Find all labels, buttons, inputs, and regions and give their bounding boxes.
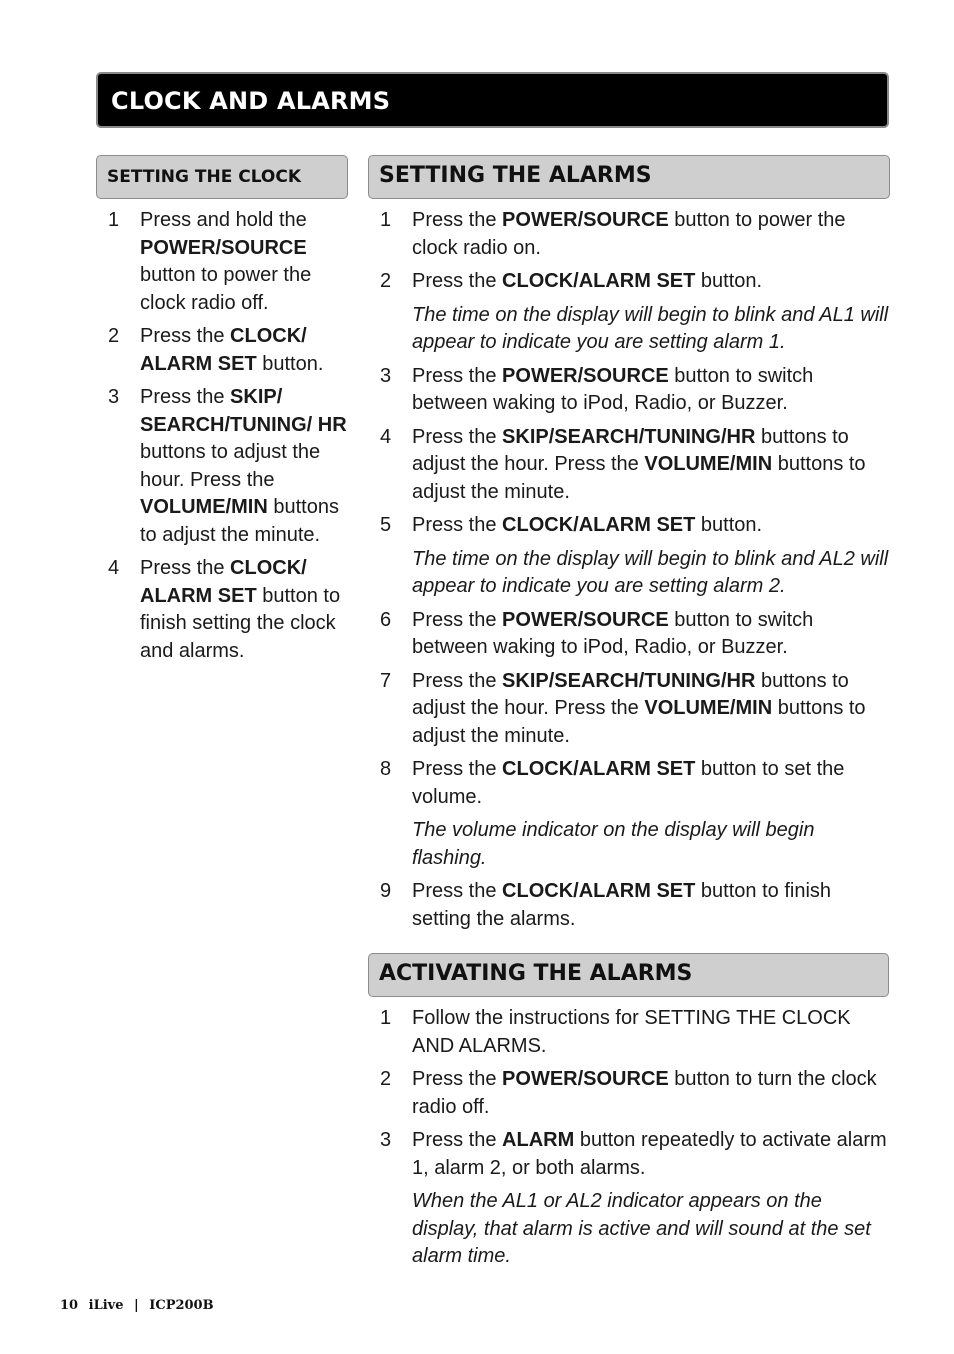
step-number: 3 (380, 364, 392, 387)
step-note: The volume indicator on the display will begin flashing. (412, 819, 815, 869)
list-item (380, 668, 890, 751)
step-number: 8 (380, 758, 392, 780)
step-text: Press the POWER/SOURCE button to switch between waking to iPod, Radio, or Buzzer. (412, 364, 814, 414)
step-text: Press the ALARM button repeatedly to activate alarm 1, alarm 2, or both alarms. (412, 1129, 887, 1179)
step-number: 9 (380, 880, 392, 902)
step-text: Press the CLOCK/ALARM SET button. (412, 270, 763, 292)
step-text: Press the CLOCK/ALARM SET button to finish setting the alarms. (412, 880, 832, 930)
step-text: Press the POWER/SOURCE button to switch between waking to iPod, Radio, or Buzzer. (412, 608, 814, 658)
setting-alarms-title: SETTING THE ALARMS (379, 163, 652, 188)
step-note: The time on the display will begin to blink and AL2 will appear to indicate you are setting alarm 2. (412, 547, 889, 597)
step-text: Press the SKIP/ SEARCH/TUNING/ HR buttons to adjust the hour. Press the VOLUME/MIN buttons to adjust the minute. (140, 386, 347, 546)
step-text: Press the CLOCK/ ALARM SET button. (140, 325, 324, 375)
page-title: CLOCK AND ALARMS (111, 87, 391, 115)
step-text: Press and hold the POWER/SOURCE button to power the clock radio off. (140, 209, 312, 314)
step-number: 1 (380, 1007, 392, 1029)
list-item (108, 323, 348, 378)
step-number: 4 (380, 425, 392, 448)
step-number: 2 (380, 270, 392, 292)
page-banner (96, 72, 889, 128)
step-text: Press the SKIP/SEARCH/TUNING/HR buttons to adjust the hour. Press the VOLUME/MIN buttons to adjust the minute. (412, 425, 866, 503)
step-number: 1 (108, 209, 120, 231)
list-item (380, 363, 890, 418)
list-item (380, 1005, 890, 1060)
step-number: 2 (380, 1068, 392, 1090)
step-note: When the AL1 or AL2 indicator appears on the display, that alarm is active and will sound at the set alarm time. (412, 1190, 871, 1267)
list-item (380, 268, 890, 296)
step-text: Follow the instructions for SETTING THE CLOCK AND ALARMS. (412, 1007, 851, 1057)
setting-clock-title: SETTING THE CLOCK (107, 167, 302, 187)
list-item (380, 878, 890, 933)
step-number: 1 (380, 209, 392, 231)
step-number: 4 (108, 557, 120, 579)
setting-alarms-header (368, 155, 890, 199)
step-number: 3 (380, 1129, 392, 1151)
brand-name: iLive (88, 1298, 124, 1313)
setting-clock-steps (108, 207, 348, 671)
step-text: Press the SKIP/SEARCH/TUNING/HR buttons to adjust the hour. Press the VOLUME/MIN buttons to adjust the minute. (412, 669, 866, 747)
page-footer (60, 1298, 220, 1313)
list-item (380, 424, 890, 507)
step-text: Press the CLOCK/ALARM SET button to set the volume. (412, 758, 845, 808)
setting-alarms-steps (380, 207, 890, 939)
step-number: 3 (108, 386, 120, 408)
activating-alarms-steps (380, 1005, 890, 1277)
list-item (380, 607, 890, 662)
activating-alarms-header (368, 953, 889, 997)
list-item (108, 555, 348, 665)
list-item (108, 384, 348, 549)
step-number: 2 (108, 325, 120, 347)
page-number: 10 (60, 1298, 79, 1313)
footer-separator: | (134, 1298, 139, 1313)
list-item (380, 1127, 890, 1182)
list-item (380, 512, 890, 540)
step-note: The time on the display will begin to blink and AL1 will appear to indicate you are setting alarm 1. (412, 303, 889, 353)
list-item (380, 756, 890, 811)
step-text: Press the CLOCK/ALARM SET button. (412, 514, 763, 536)
list-item (380, 207, 890, 262)
activating-alarms-title: ACTIVATING THE ALARMS (379, 961, 693, 986)
step-number: 7 (380, 669, 392, 692)
setting-clock-header (96, 155, 348, 199)
list-item (380, 1066, 890, 1121)
list-item (108, 207, 348, 317)
step-text: Press the CLOCK/ ALARM SET button to finish setting the clock and alarms. (140, 557, 341, 662)
step-number: 6 (380, 608, 392, 631)
model-number: ICP200B (149, 1298, 214, 1313)
step-text: Press the POWER/SOURCE button to turn the clock radio off. (412, 1068, 877, 1118)
step-text: Press the POWER/SOURCE button to power the clock radio on. (412, 209, 846, 259)
step-number: 5 (380, 514, 392, 536)
